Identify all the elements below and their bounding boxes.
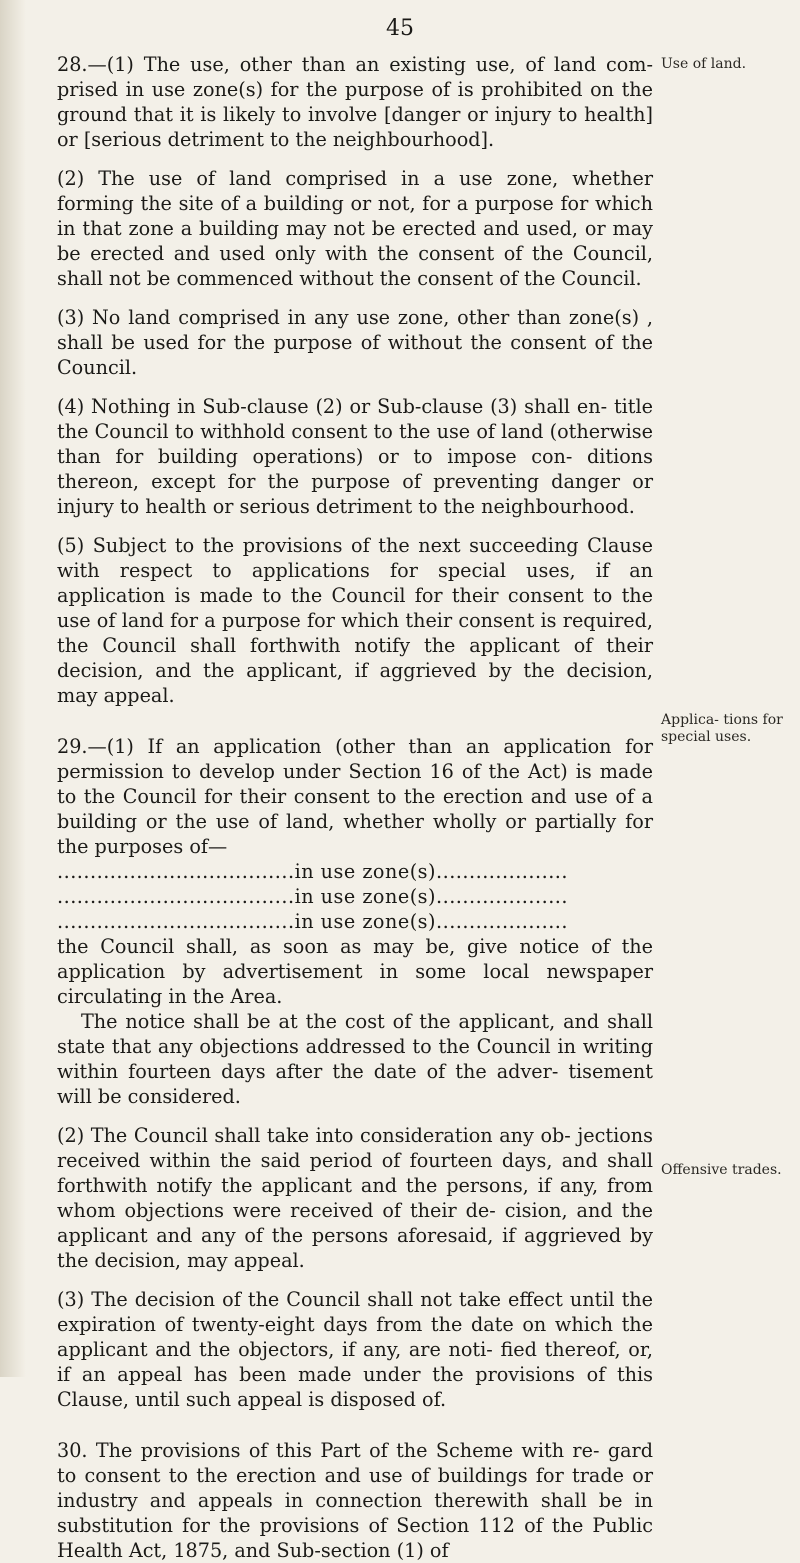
clause-28 bbox=[57, 52, 653, 708]
clause-29-subclause-2: (2) The Council shall take into consideration any ob- jections received within the said period of fourteen days, and shall forthwith notify the applicant and the persons, if any, from whom objections were received of their de- cision, and the applicant and any of the persons aforesaid, if aggrieved by the decision, may appeal. bbox=[57, 1124, 653, 1272]
clause-29-subclause-1: 29.—(1) If an application (other than an application for permission to develop under Section 16 of the Act) is made to the Council for their consent to the erection and use of a building or the use of land, whether wholly or partially for the purposes of— bbox=[57, 735, 653, 858]
use-zone-line-2: ....................................in use zone(s).................... bbox=[57, 885, 568, 908]
clause-29 bbox=[57, 734, 653, 1412]
clause-28-subclause-2: (2) The use of land comprised in a use zone, whether forming the site of a building or not, for a purpose for which in that zone a building may not be erected and used, or may be erected and used only with the consent of the Council, shall not be commenced without the consent of the Council. bbox=[57, 167, 653, 290]
use-zone-line-3: ....................................in use zone(s).................... bbox=[57, 910, 568, 933]
clause-29-subclause-3: (3) The decision of the Council shall not take effect until the expiration of twenty-eight days from the date on which the applicant and the objectors, if any, are noti- fied thereof, or, if an appeal has been made under the provisions of this Clause, until such appeal is disposed of. bbox=[57, 1288, 653, 1411]
clause-28-subclause-1: 28.—(1) The use, other than an existing use, of land com- prised in use zone(s) for the purpose of is prohibited on the ground that it is likely to involve [danger or injury to health] or [serious detriment to the neighbourhood]. bbox=[57, 53, 653, 151]
clause-28-subclause-4: (4) Nothing in Sub-clause (2) or Sub-clause (3) shall en- title the Council to withhold consent to the use of land (otherwise than for building operations) or to impose con- ditions thereon, except for the purpose of preventing danger or injury to health or serious detriment to the neighbourhood. bbox=[57, 395, 653, 518]
document-body bbox=[57, 52, 653, 1563]
margin-note-offensive-trades: Offensive trades. bbox=[661, 1162, 782, 1178]
clause-28-subclause-3: (3) No land comprised in any use zone, other than zone(s) , shall be used for the purpose of without the consent of the Council. bbox=[57, 306, 653, 379]
margin-note-special-uses: Applica- tions for special uses. bbox=[661, 712, 783, 745]
clause-29-subclause-1-continued: the Council shall, as soon as may be, give notice of the application by advertisement in some local newspaper circulating in the Area. bbox=[57, 935, 653, 1008]
clause-30 bbox=[57, 1438, 653, 1563]
clause-30-paragraph: 30. The provisions of this Part of the Scheme with re- gard to consent to the erection and use of buildings for trade or industry and appeals in connection therewith shall be in substitution for the provisions of Section 112 of the Public Health Act, 1875, and Sub-section (1) of bbox=[57, 1439, 653, 1562]
page-edge-shadow bbox=[0, 0, 26, 1377]
margin-note-use-of-land: Use of land. bbox=[661, 56, 747, 72]
clause-28-subclause-5: (5) Subject to the provisions of the next succeeding Clause with respect to applications for special uses, if an application is made to the Council for their consent to the use of land for a purpose for which their consent is required, the Council shall forthwith notify the applicant of their decision, and the applicant, if aggrieved by the decision, may appeal. bbox=[57, 534, 653, 707]
page-number: 45 bbox=[386, 16, 414, 41]
clause-29-notice-paragraph: The notice shall be at the cost of the applicant, and shall state that any objections addressed to the Council in writing within fourteen days after the date of the adver- tisement will be considered. bbox=[57, 1010, 653, 1108]
use-zone-line-1: ....................................in use zone(s).................... bbox=[57, 860, 568, 883]
